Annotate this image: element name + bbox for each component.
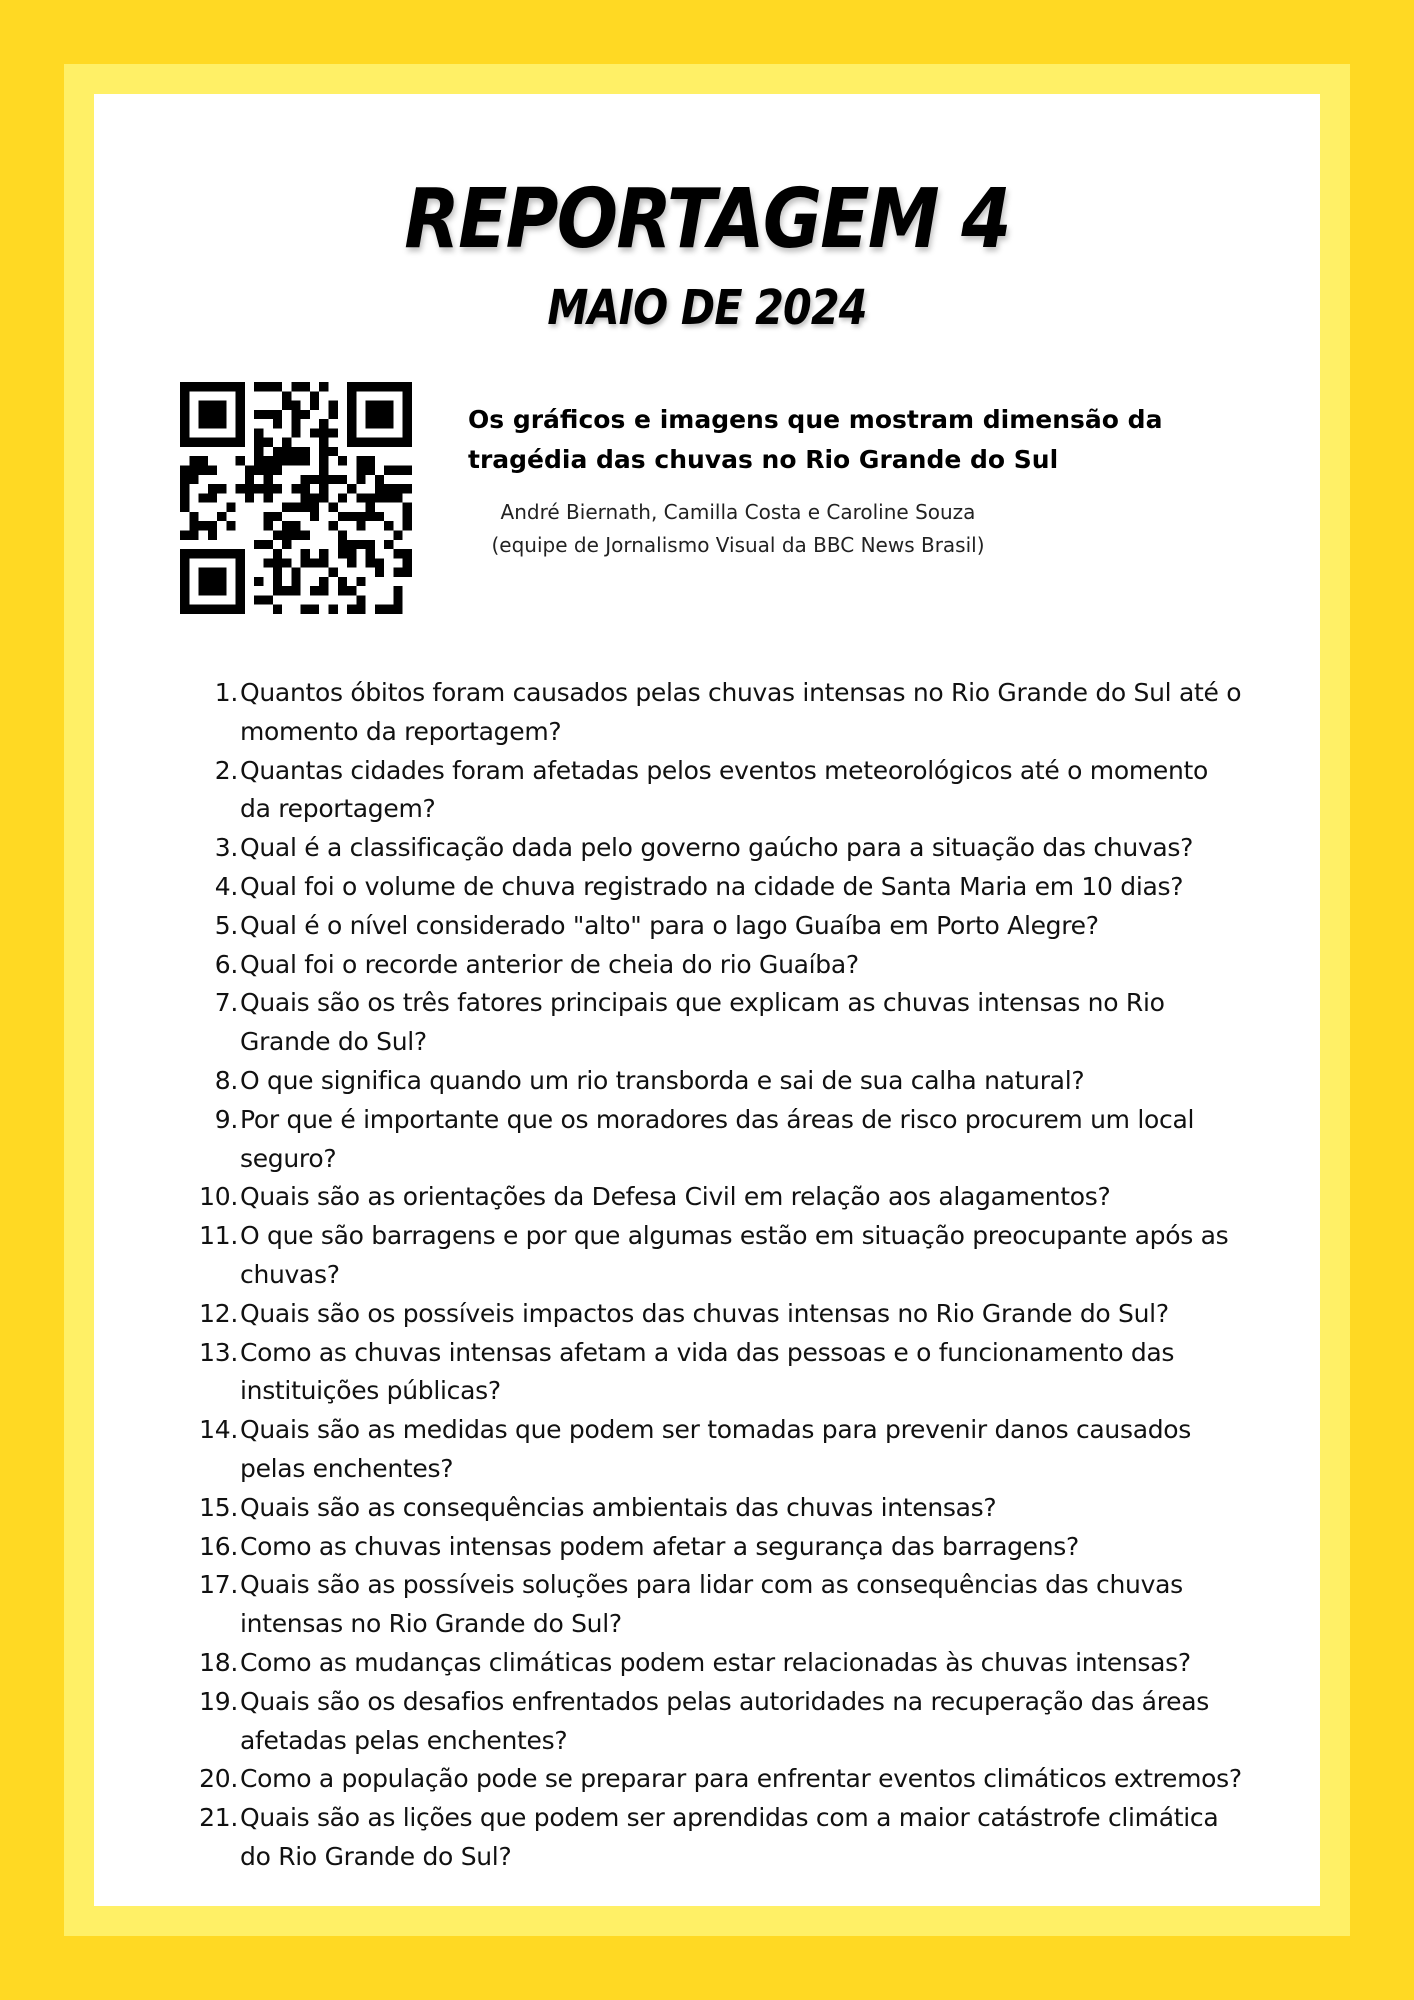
question-number: 18.	[199, 1647, 238, 1677]
question-text: Como as chuvas intensas afetam a vida das pessoas e o funcionamento das instituições públicas?	[240, 1337, 1175, 1406]
question-number: 12.	[199, 1298, 238, 1328]
question-text: Quais são as possíveis soluções para lidar com as consequências das chuvas intensas no Rio Grande do Sul?	[240, 1570, 1183, 1639]
article-team: (equipe de Jornalismo Visual da BBC News Brasil)	[491, 533, 985, 557]
question-number: 8.	[214, 1065, 238, 1095]
question-text: Quais são os possíveis impactos das chuvas intensas no Rio Grande do Sul?	[240, 1298, 1169, 1328]
question-item	[144, 1760, 1244, 1799]
question-text: O que significa quando um rio transborda e sai de sua calha natural?	[240, 1065, 1085, 1095]
question-number: 14.	[199, 1415, 238, 1445]
question-number: 15.	[199, 1492, 238, 1522]
question-text: Quais são as consequências ambientais das chuvas intensas?	[240, 1492, 997, 1522]
question-text: Quais são as medidas que podem ser tomadas para prevenir danos causados pelas enchentes?	[240, 1415, 1192, 1483]
question-number: 11.	[199, 1221, 238, 1251]
question-text: Quais são os desafios enfrentados pelas autoridades na recuperação das áreas afetadas pelas enchentes?	[240, 1686, 1209, 1755]
question-item	[144, 984, 1244, 1062]
question-text: Quantos óbitos foram causados pelas chuvas intensas no Rio Grande do Sul até o momento da reportagem?	[240, 678, 1242, 746]
question-item	[144, 1101, 1244, 1179]
question-text: Quantas cidades foram afetadas pelos eventos meteorológicos até o momento da reportagem?	[240, 755, 1209, 824]
question-text: Quais são as orientações da Defesa Civil em relação aos alagamentos?	[240, 1182, 1111, 1212]
question-item	[144, 1178, 1244, 1217]
question-text: Por que é importante que os moradores das áreas de risco procurem um local seguro?	[240, 1104, 1195, 1173]
question-list	[144, 674, 1244, 1877]
question-item	[144, 829, 1244, 868]
question-item	[144, 1217, 1244, 1295]
question-number: 4.	[214, 871, 238, 901]
question-number: 21.	[199, 1803, 238, 1833]
question-item	[144, 1528, 1244, 1567]
page-title: REPORTAGEM 4	[404, 172, 1010, 267]
question-item	[144, 674, 1244, 752]
question-item	[144, 1411, 1244, 1489]
question-number: 16.	[199, 1531, 238, 1561]
question-text: O que são barragens e por que algumas estão em situação preocupante após as chuvas?	[240, 1221, 1229, 1289]
question-text: Como as mudanças climáticas podem estar relacionadas às chuvas intensas?	[240, 1647, 1191, 1677]
question-text: Qual foi o volume de chuva registrado na cidade de Santa Maria em 10 dias?	[240, 871, 1184, 901]
question-number: 20.	[199, 1764, 238, 1794]
question-number: 17.	[199, 1570, 238, 1600]
question-number: 3.	[214, 833, 238, 863]
question-item	[144, 868, 1244, 907]
question-number: 13.	[199, 1337, 238, 1367]
question-text: Como as chuvas intensas podem afetar a segurança das barragens?	[240, 1531, 1079, 1561]
question-item	[144, 1683, 1244, 1761]
article-info	[468, 400, 1268, 562]
question-item	[144, 1799, 1244, 1877]
question-text: Quais são os três fatores principais que explicam as chuvas intensas no Rio Grande do Sul?	[240, 988, 1165, 1057]
question-number: 19.	[199, 1686, 238, 1716]
question-item	[144, 1566, 1244, 1644]
question-item	[144, 1489, 1244, 1528]
question-item	[144, 946, 1244, 985]
question-text: Como a população pode se preparar para enfrentar eventos climáticos extremos?	[240, 1764, 1242, 1794]
question-number: 9.	[214, 1104, 238, 1134]
question-number: 6.	[214, 949, 238, 979]
question-number: 10.	[199, 1182, 238, 1212]
question-item	[144, 1334, 1244, 1412]
article-title: Os gráficos e imagens que mostram dimensão da tragédia das chuvas no Rio Grande do Sul	[468, 405, 1163, 474]
qr-code-icon[interactable]	[180, 382, 412, 614]
question-item	[144, 907, 1244, 946]
question-number: 7.	[214, 988, 238, 1018]
question-number: 5.	[214, 910, 238, 940]
question-number: 1.	[214, 678, 238, 707]
question-text: Qual é o nível considerado "alto" para o lago Guaíba em Porto Alegre?	[240, 910, 1099, 940]
question-item	[144, 1295, 1244, 1334]
page-subtitle: MAIO DE 2024	[547, 280, 867, 336]
article-credits	[468, 496, 1008, 562]
question-item	[144, 1062, 1244, 1101]
question-text: Qual foi o recorde anterior de cheia do rio Guaíba?	[240, 949, 859, 979]
article-authors: André Biernath, Camilla Costa e Caroline Souza	[500, 500, 976, 524]
question-text: Quais são as lições que podem ser aprendidas com a maior catástrofe climática do Rio Grande do Sul?	[240, 1803, 1219, 1871]
question-item	[144, 1644, 1244, 1683]
question-item	[144, 752, 1244, 830]
question-text: Qual é a classificação dada pelo governo gaúcho para a situação das chuvas?	[240, 833, 1194, 863]
question-number: 2.	[214, 755, 238, 785]
worksheet-page	[94, 94, 1320, 1906]
